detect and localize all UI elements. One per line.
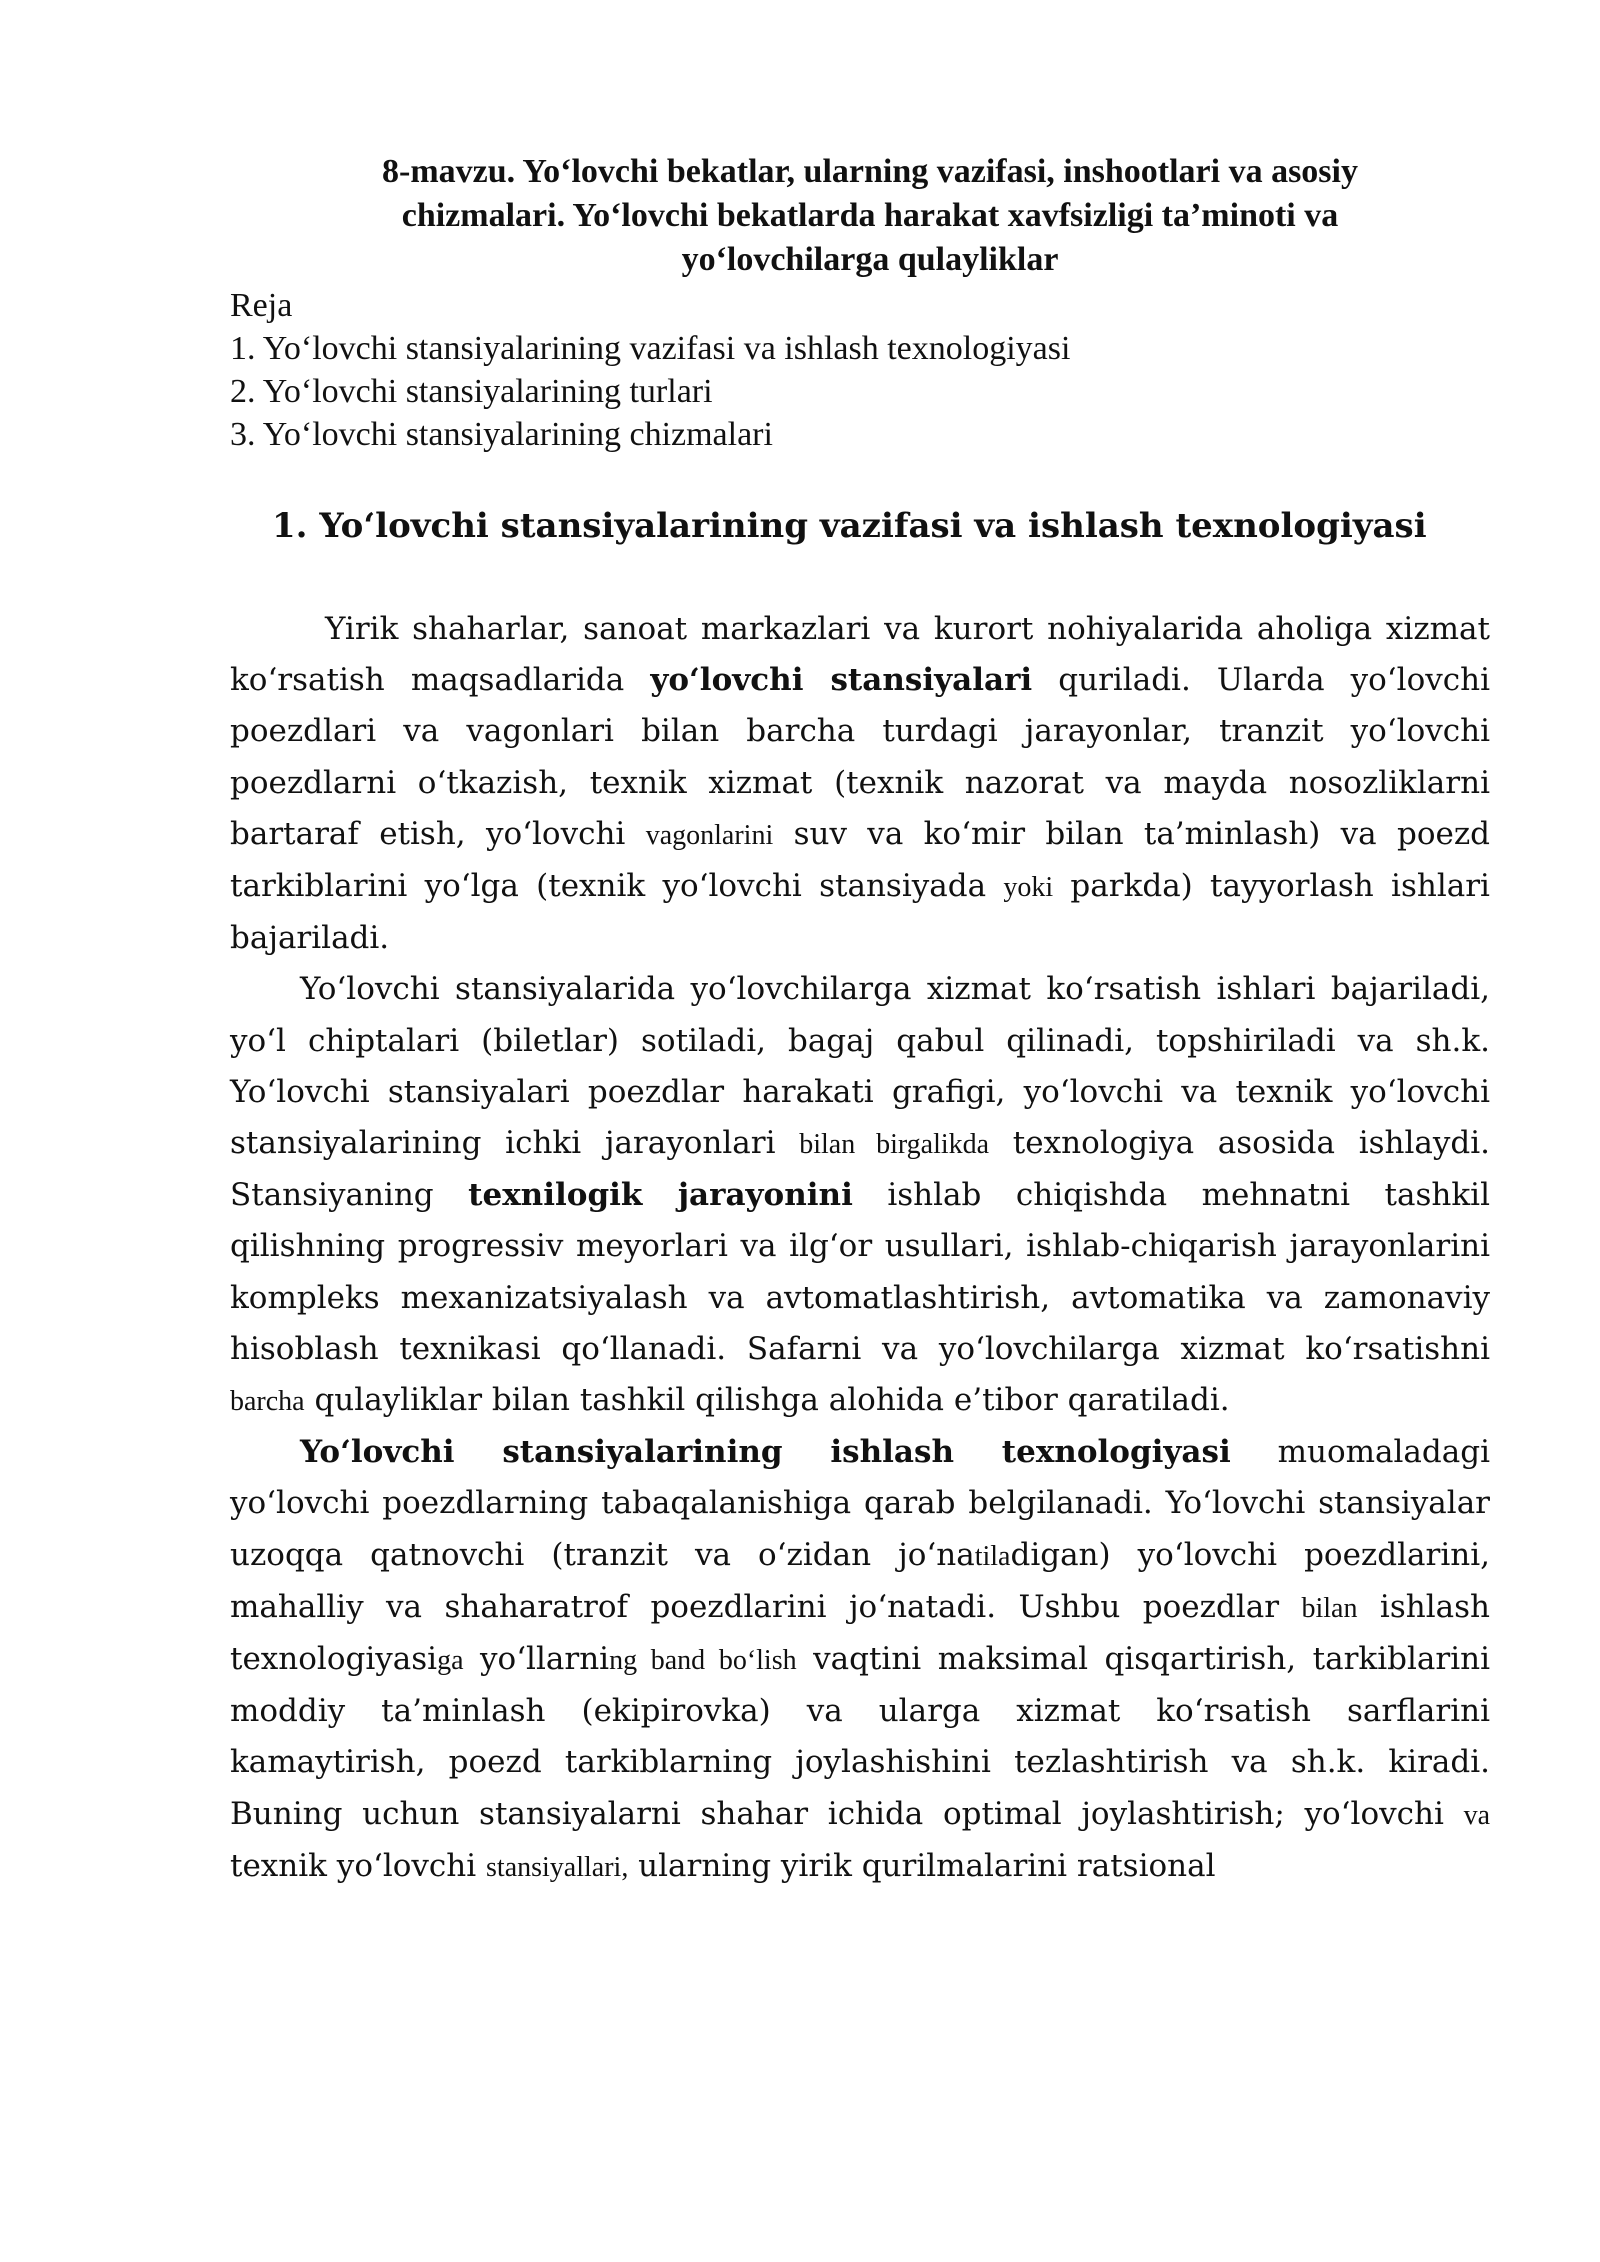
title-line: 8-mavzu. Yo‘lovchi bekatlar, ularning vazifasi, inshootlari va asosiy — [382, 153, 1358, 190]
text-run: barcha — [230, 1386, 305, 1418]
text-run: ularning yirik qurilmalarini ratsional — [628, 1847, 1216, 1884]
plan-item: 2. Yo‘lovchi stansiyalarining turlari — [230, 373, 713, 410]
text-run: yoki — [1003, 872, 1054, 904]
text-run: ng band bo‘lish — [609, 1645, 797, 1677]
text-run: Yo‘lovchi stansiyalarida yo‘lovchilarga xizmat ko‘rsatish ishlari bajariladi, yo‘l chiptalari (biletlar) sotiladi, bagaj qabul qilinadi, topshiriladi va sh.k. Yo‘lovchi stansiyalari poezdlar harakati grafigi, yo‘lovchi va texnik yo‘lovchi stansiyalarining ichki jarayonlari — [230, 971, 1490, 1162]
body-text — [230, 604, 1490, 1893]
text-run: digan) yo‘lovchi poezdlarini, mahalliy va shaharatrof poezdlarini jo‘natadi. Ushbu poezdlar — [230, 1536, 1490, 1625]
text-run: quriladi. Ularda yo‘lovchi poezdlari va vagonlari bilan barcha turdagi jarayonlar, tranzit yo‘lovchi poezdlarni o‘tkazish, texnik xizmat (texnik nazorat va mayda nosozliklarni bartaraf etish, yo‘lovchi — [230, 662, 1490, 852]
text-run: muomaladagi yo‘lovchi poezdlarning tabaqalanishiga qarab belgilanadi. Yo‘lovchi stansiyalar uzoqqa qatnovchi (tranzit va o‘zidan jo‘na — [230, 1434, 1490, 1573]
section-heading: 1. Yo‘lovchi stansiyalarining vazifasi va ishlash texnologiyasi — [272, 506, 1427, 546]
title-line: yo‘lovchilarga qulayliklar — [681, 241, 1059, 278]
text-run: bilan birgalikda — [799, 1129, 990, 1161]
text-run: vagonlarini — [645, 819, 774, 851]
text-run: Yirik shaharlar, sanoat markazlari va kurort nohiyalarida aholiga xizmat ko‘rsatish maqsadlarida — [230, 611, 1490, 699]
text-run: va — [1463, 1799, 1490, 1831]
bold-term: texnilogik jarayonini — [468, 1177, 853, 1214]
text-run: ishlash texnologiyasi — [230, 1588, 1490, 1678]
text-run: yo‘llarni — [463, 1641, 610, 1678]
text-run: ishlab chiqishda mehnatni tashkil qilishning progressiv meyorlari va ilg‘or usullari, ishlab-chiqarish jarayonlarini kompleks mexanizatsiyalash va avtomatlashtirish, avtomatika va zamonaviy hisoblash texnikasi qo‘llanadi. Safarni va yo‘lovchilarga xizmat ko‘rsatishni — [230, 1177, 1490, 1367]
text-run: tila — [974, 1540, 1011, 1572]
plan-item: 1. Yo‘lovchi stansiyalarining vazifasi va ishlash texnologiyasi — [230, 330, 1071, 367]
title-line: chizmalari. Yo‘lovchi bekatlarda harakat xavfsizligi ta’minoti va — [401, 197, 1339, 234]
paragraph — [230, 604, 1490, 964]
text-run: vaqtini maksimal qisqartirish, tarkiblarini moddiy ta’minlash (ekipirovka) va ularga xizmat ko‘rsatish sarflarini kamaytirish, poezd tarkiblarning joylashishini tezlashtirish va sh.k. kiradi. Buning uchun stansiyalarni shahar ichida optimal joylashtirish; yo‘lovchi — [230, 1641, 1490, 1832]
plan-item: 3. Yo‘lovchi stansiyalarining chizmalari — [230, 416, 773, 453]
paragraph — [230, 1427, 1490, 1893]
text-run: parkda) tayyorlash ishlari bajariladi. — [230, 868, 1490, 957]
text-run: texnik yo‘lovchi — [230, 1847, 487, 1884]
text-run: stansiyallari, — [486, 1851, 629, 1883]
text-run: ga — [437, 1645, 464, 1677]
text-run: qulayliklar bilan tashkil qilishga alohida e’tibor qaratiladi. — [304, 1382, 1230, 1419]
plan-label: Reja — [230, 287, 293, 324]
paragraph — [230, 964, 1490, 1427]
text-run: bilan — [1301, 1592, 1358, 1624]
bold-term: yo‘lovchi stansiyalari — [650, 662, 1033, 699]
document-title — [300, 150, 1440, 282]
text-run: suv va ko‘mir bilan ta’minlash) va poezd tarkiblarini yo‘lga (texnik yo‘lovchi stansiyada — [230, 815, 1491, 905]
text-run: texnologiya asosida ishlaydi. Stansiyaning — [230, 1125, 1491, 1214]
bold-term: Yo‘lovchi stansiyalarining ishlash texnologiyasi — [300, 1434, 1231, 1471]
plan-list — [230, 284, 1510, 456]
